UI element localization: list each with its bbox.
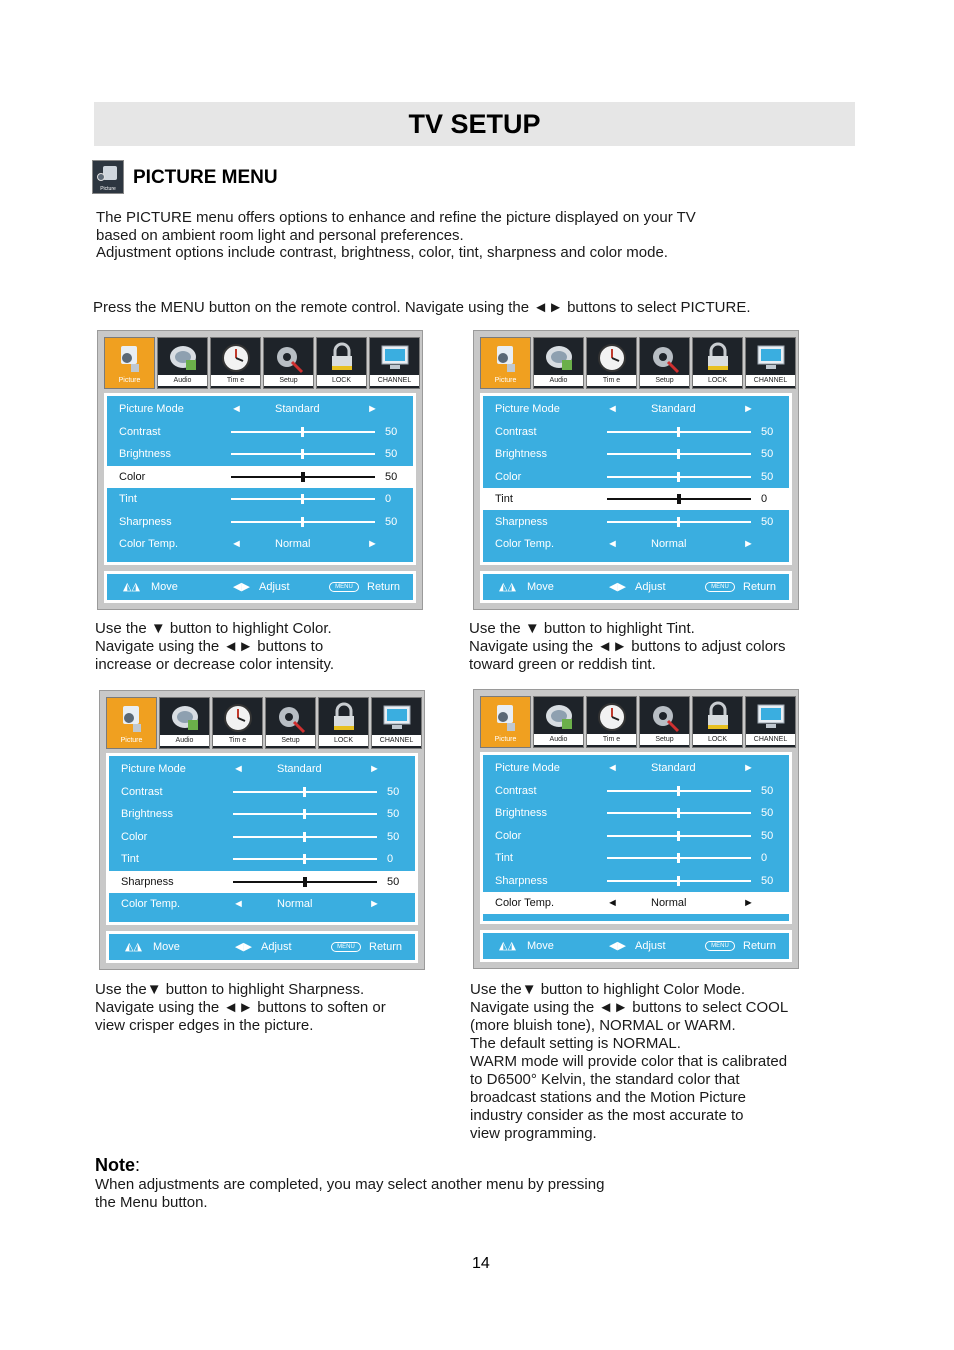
row-contrast[interactable]: Contrast 50 bbox=[495, 426, 774, 438]
tab-time[interactable] bbox=[586, 696, 637, 748]
tab-picture[interactable] bbox=[104, 337, 155, 389]
page-title: TV SETUP bbox=[94, 102, 855, 146]
row-tint[interactable]: Tint 0 bbox=[121, 853, 394, 865]
menu-panel-color-temp bbox=[473, 689, 799, 969]
monitor-icon bbox=[754, 701, 788, 733]
caption-color-2: Navigate using the ◄► buttons to bbox=[95, 638, 324, 655]
adjust-keys-icon: ◀▶ bbox=[233, 581, 250, 593]
row-tint[interactable]: Tint 0 bbox=[495, 852, 768, 864]
arrow-right-icon[interactable]: ► bbox=[743, 897, 754, 909]
row-picture-mode[interactable]: Picture Mode ◄ Standard ► bbox=[109, 758, 415, 780]
row-color[interactable]: Color 50 bbox=[121, 831, 400, 843]
slider-knob[interactable] bbox=[303, 877, 307, 887]
tab-label: Tim e bbox=[587, 375, 636, 386]
slider-knob[interactable] bbox=[677, 853, 680, 863]
slider-knob[interactable] bbox=[301, 472, 305, 482]
adjust-keys-icon: ◀▶ bbox=[609, 581, 626, 593]
row-picture-mode[interactable]: Picture Mode ◄ Standard ► bbox=[107, 398, 413, 420]
row-brightness[interactable]: Brightness 50 bbox=[121, 808, 400, 820]
caption-color-temp-2: Navigate using the ◄► buttons to select COOL bbox=[470, 999, 789, 1016]
move-keys-icon: ◭◮ bbox=[123, 581, 140, 593]
clock-icon bbox=[595, 342, 629, 374]
page-number: 14 bbox=[472, 1255, 490, 1272]
gear-icon bbox=[274, 702, 308, 734]
tab-label: LOCK bbox=[319, 735, 368, 746]
row-color-temp[interactable]: Color Temp. ◄ Normal ► bbox=[109, 893, 415, 915]
speaker-icon bbox=[542, 701, 576, 733]
tab-label: Tim e bbox=[211, 375, 260, 386]
slider-knob[interactable] bbox=[677, 831, 680, 841]
arrow-left-icon[interactable]: ◄ bbox=[231, 403, 242, 415]
slider-knob[interactable] bbox=[303, 787, 306, 797]
tab-label: Audio bbox=[534, 734, 583, 745]
move-keys-icon: ◭◮ bbox=[499, 581, 516, 593]
row-brightness[interactable]: Brightness 50 bbox=[495, 448, 774, 460]
gear-icon bbox=[648, 342, 682, 374]
row-tint[interactable]: Tint 0 bbox=[483, 488, 789, 510]
arrow-left-icon[interactable]: ◄ bbox=[607, 897, 618, 909]
slider-knob[interactable] bbox=[303, 809, 306, 819]
caption-tint-3: toward green or reddish tint. bbox=[469, 656, 656, 673]
tab-channel[interactable] bbox=[745, 696, 796, 748]
intro-line-2: based on ambient room light and personal preferences. bbox=[96, 227, 464, 244]
tab-channel[interactable] bbox=[371, 697, 422, 749]
caption-sharpness-1: Use the▼ button to highlight Sharpness. bbox=[95, 981, 365, 998]
move-label: Move bbox=[527, 581, 554, 593]
arrow-right-icon[interactable]: ► bbox=[369, 898, 380, 910]
tab-label: LOCK bbox=[693, 375, 742, 386]
row-picture-mode[interactable]: Picture Mode ◄ Standard ► bbox=[483, 757, 789, 779]
tab-label: CHANNEL bbox=[372, 735, 421, 746]
section-title: PICTURE MENU bbox=[133, 167, 278, 188]
tab-setup[interactable] bbox=[263, 337, 314, 389]
arrow-left-icon[interactable]: ◄ bbox=[233, 898, 244, 910]
arrow-right-icon[interactable]: ► bbox=[369, 763, 380, 775]
camera-lens-icon bbox=[97, 173, 105, 181]
move-label: Move bbox=[153, 941, 180, 953]
section-icon-label: Picture bbox=[100, 186, 116, 192]
menu-panel-tint bbox=[473, 330, 799, 610]
tab-label: LOCK bbox=[693, 734, 742, 745]
tab-time[interactable] bbox=[210, 337, 261, 389]
tab-audio[interactable] bbox=[533, 696, 584, 748]
tab-time[interactable] bbox=[212, 697, 263, 749]
speaker-icon bbox=[168, 702, 202, 734]
menu-screen bbox=[104, 393, 416, 565]
note-line-1: When adjustments are completed, you may select another menu by pressing bbox=[95, 1176, 605, 1193]
slider-knob[interactable] bbox=[677, 517, 680, 527]
tab-channel[interactable] bbox=[745, 337, 796, 389]
arrow-left-icon[interactable]: ◄ bbox=[607, 403, 618, 415]
lock-icon bbox=[327, 702, 361, 734]
note-line-2: the Menu button. bbox=[95, 1194, 208, 1211]
menu-footer bbox=[480, 571, 792, 603]
note-heading: Note: bbox=[95, 1155, 141, 1175]
menu-footer bbox=[106, 931, 418, 963]
adjust-label: Adjust bbox=[635, 581, 666, 593]
tab-label: Audio bbox=[158, 375, 207, 386]
camera-icon bbox=[115, 702, 149, 734]
row-tint[interactable]: Tint 0 bbox=[119, 493, 392, 505]
monitor-icon bbox=[754, 342, 788, 374]
tab-setup[interactable] bbox=[639, 696, 690, 748]
slider-knob[interactable] bbox=[303, 832, 306, 842]
tab-time[interactable] bbox=[586, 337, 637, 389]
speaker-icon bbox=[166, 342, 200, 374]
caption-color-temp-5: WARM mode will provide color that is calibrated bbox=[470, 1053, 788, 1070]
move-keys-icon: ◭◮ bbox=[499, 940, 516, 952]
adjust-label: Adjust bbox=[259, 581, 290, 593]
arrow-right-icon[interactable]: ► bbox=[743, 403, 754, 415]
move-label: Move bbox=[151, 581, 178, 593]
camera-body-icon bbox=[103, 166, 117, 180]
tab-label: Audio bbox=[534, 375, 583, 386]
row-color-temp[interactable]: Color Temp. ◄ Normal ► bbox=[107, 533, 413, 555]
return-label: Return bbox=[367, 581, 401, 593]
camera-icon bbox=[489, 701, 523, 733]
slider-knob[interactable] bbox=[677, 472, 680, 482]
intro-line-3: Adjustment options include contrast, brightness, color, tint, sharpness and color mode. bbox=[96, 244, 668, 261]
caption-color-temp-6: to D6500° Kelvin, the standard color that bbox=[470, 1071, 740, 1088]
tab-audio[interactable] bbox=[159, 697, 210, 749]
slider-knob[interactable] bbox=[301, 427, 304, 437]
slider-knob[interactable] bbox=[301, 449, 304, 459]
arrow-left-icon[interactable]: ◄ bbox=[231, 538, 242, 550]
row-color[interactable]: Color 50 bbox=[495, 830, 774, 842]
row-contrast[interactable]: Contrast 50 bbox=[121, 786, 400, 798]
tab-picture[interactable] bbox=[106, 697, 157, 749]
monitor-icon bbox=[378, 342, 412, 374]
camera-icon bbox=[489, 342, 523, 374]
lock-icon bbox=[325, 342, 359, 374]
row-color-temp[interactable]: Color Temp. ◄ Normal ► bbox=[483, 892, 789, 914]
row-contrast[interactable]: Contrast 50 bbox=[119, 426, 398, 438]
speaker-icon bbox=[542, 342, 576, 374]
caption-tint-1: Use the ▼ button to highlight Tint. bbox=[469, 620, 695, 637]
slider-knob[interactable] bbox=[677, 786, 680, 796]
tab-lock[interactable] bbox=[692, 696, 743, 748]
tab-setup[interactable] bbox=[639, 337, 690, 389]
row-sharpness[interactable]: Sharpness 50 bbox=[109, 871, 415, 893]
caption-color-1: Use the ▼ button to highlight Color. bbox=[95, 620, 332, 637]
adjust-keys-icon: ◀▶ bbox=[609, 940, 626, 952]
menu-tabs bbox=[480, 337, 796, 389]
move-label: Move bbox=[527, 940, 554, 952]
row-color-temp[interactable]: Color Temp. ◄ Normal ► bbox=[483, 533, 789, 555]
return-label: Return bbox=[743, 581, 777, 593]
caption-sharpness-2: Navigate using the ◄► buttons to soften or bbox=[95, 999, 386, 1016]
tab-label: Picture bbox=[105, 375, 154, 386]
tab-setup[interactable] bbox=[265, 697, 316, 749]
row-sharpness[interactable]: Sharpness 50 bbox=[495, 516, 774, 528]
row-color[interactable]: Color 50 bbox=[107, 466, 413, 488]
move-keys-icon: ◭◮ bbox=[125, 941, 142, 953]
slider-knob[interactable] bbox=[677, 494, 681, 504]
menu-tabs bbox=[104, 337, 420, 389]
row-color[interactable]: Color 50 bbox=[495, 471, 774, 483]
row-picture-mode[interactable]: Picture Mode ◄ Standard ► bbox=[483, 398, 789, 420]
picture-icon bbox=[92, 160, 124, 194]
arrow-right-icon[interactable]: ► bbox=[743, 762, 754, 774]
arrow-right-icon[interactable]: ► bbox=[367, 538, 378, 550]
row-brightness[interactable]: Brightness 50 bbox=[119, 448, 398, 460]
menu-panel-color bbox=[97, 330, 423, 610]
menu-screen bbox=[480, 393, 792, 565]
intro-line-1: The PICTURE menu offers options to enhance and refine the picture displayed on your TV bbox=[96, 209, 696, 226]
tab-lock[interactable] bbox=[316, 337, 367, 389]
adjust-label: Adjust bbox=[635, 940, 666, 952]
return-label: Return bbox=[743, 940, 777, 952]
clock-icon bbox=[595, 701, 629, 733]
tab-label: Tim e bbox=[587, 734, 636, 745]
menu-screen bbox=[480, 752, 792, 924]
arrow-left-icon[interactable]: ◄ bbox=[607, 538, 618, 550]
caption-sharpness-3: view crisper edges in the picture. bbox=[95, 1017, 314, 1034]
adjust-keys-icon: ◀▶ bbox=[235, 941, 252, 953]
monitor-icon bbox=[380, 702, 414, 734]
caption-color-temp-3: (more bluish tone), NORMAL or WARM. bbox=[470, 1017, 736, 1034]
caption-color-3: increase or decrease color intensity. bbox=[95, 656, 335, 673]
slider-knob[interactable] bbox=[677, 808, 680, 818]
arrow-left-icon[interactable]: ◄ bbox=[607, 762, 618, 774]
tab-label: LOCK bbox=[317, 375, 366, 386]
tab-label: Picture bbox=[481, 734, 530, 745]
lock-icon bbox=[701, 701, 735, 733]
row-brightness[interactable]: Brightness 50 bbox=[495, 807, 774, 819]
menu-key-icon: MENU bbox=[331, 942, 361, 952]
return-label: Return bbox=[369, 941, 403, 953]
adjust-label: Adjust bbox=[261, 941, 292, 953]
clock-icon bbox=[219, 342, 253, 374]
caption-tint-2: Navigate using the ◄► buttons to adjust colors bbox=[469, 638, 786, 655]
menu-footer bbox=[104, 571, 416, 603]
tab-label: CHANNEL bbox=[370, 375, 419, 386]
arrow-left-icon[interactable]: ◄ bbox=[233, 763, 244, 775]
tab-label: Audio bbox=[160, 735, 209, 746]
tab-label: Tim e bbox=[213, 735, 262, 746]
slider-knob[interactable] bbox=[301, 494, 304, 504]
caption-color-temp-4: The default setting is NORMAL. bbox=[470, 1035, 681, 1052]
tab-label: Setup bbox=[640, 375, 689, 386]
slider-knob[interactable] bbox=[301, 517, 304, 527]
caption-color-temp-1: Use the▼ button to highlight Color Mode. bbox=[470, 981, 746, 998]
row-sharpness[interactable]: Sharpness 50 bbox=[119, 516, 398, 528]
tab-picture[interactable] bbox=[480, 696, 531, 748]
menu-key-icon: MENU bbox=[705, 582, 735, 592]
tab-picture[interactable] bbox=[480, 337, 531, 389]
tab-lock[interactable] bbox=[692, 337, 743, 389]
caption-color-temp-8: industry consider as the most accurate to bbox=[470, 1107, 744, 1124]
tab-lock[interactable] bbox=[318, 697, 369, 749]
camera-icon bbox=[113, 342, 147, 374]
tab-label: CHANNEL bbox=[746, 375, 795, 386]
tab-channel[interactable] bbox=[369, 337, 420, 389]
arrow-right-icon[interactable]: ► bbox=[743, 538, 754, 550]
slider-knob[interactable] bbox=[677, 876, 680, 886]
lock-icon bbox=[701, 342, 735, 374]
menu-panel-sharpness bbox=[99, 690, 425, 970]
menu-screen bbox=[106, 753, 418, 925]
gear-icon bbox=[648, 701, 682, 733]
clock-icon bbox=[221, 702, 255, 734]
caption-color-temp-7: broadcast stations and the Motion Picture bbox=[470, 1089, 746, 1106]
tab-label: Picture bbox=[481, 375, 530, 386]
menu-key-icon: MENU bbox=[329, 582, 359, 592]
tab-audio[interactable] bbox=[533, 337, 584, 389]
row-sharpness[interactable]: Sharpness 50 bbox=[495, 875, 774, 887]
tab-label: Setup bbox=[266, 735, 315, 746]
slider-knob[interactable] bbox=[677, 427, 680, 437]
tab-label: Setup bbox=[264, 375, 313, 386]
menu-key-icon: MENU bbox=[705, 941, 735, 951]
menu-tabs bbox=[480, 696, 796, 748]
row-contrast[interactable]: Contrast 50 bbox=[495, 785, 774, 797]
tab-label: CHANNEL bbox=[746, 734, 795, 745]
tab-label: Picture bbox=[107, 735, 156, 746]
gear-icon bbox=[272, 342, 306, 374]
tab-label: Setup bbox=[640, 734, 689, 745]
slider-knob[interactable] bbox=[303, 854, 306, 864]
arrow-right-icon[interactable]: ► bbox=[367, 403, 378, 415]
menu-tabs bbox=[106, 697, 422, 749]
caption-color-temp-9: view programming. bbox=[470, 1125, 597, 1142]
tab-audio[interactable] bbox=[157, 337, 208, 389]
slider-knob[interactable] bbox=[677, 449, 680, 459]
menu-footer bbox=[480, 930, 792, 962]
instruction-text: Press the MENU button on the remote control. Navigate using the ◄► buttons to select PICTURE. bbox=[93, 299, 751, 316]
